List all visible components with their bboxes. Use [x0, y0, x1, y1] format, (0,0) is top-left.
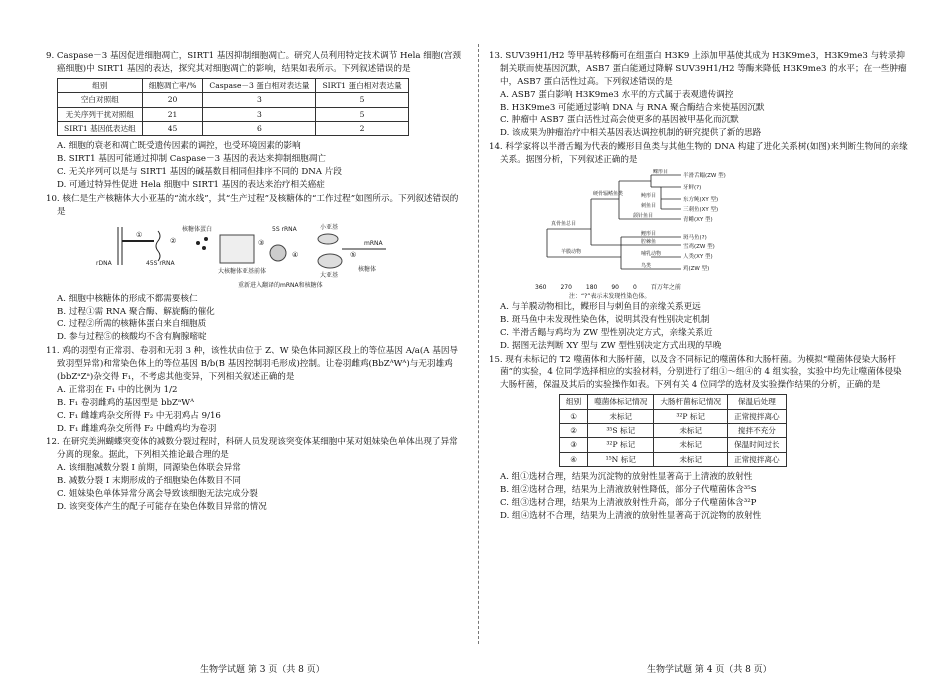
table-header: Caspase－3 蛋白相对表达量 [203, 78, 316, 92]
tree-group: 鸟类 [641, 263, 652, 270]
tree-group: 鲽形目 [653, 169, 669, 176]
tree-taxon: 半滑舌鳎(ZW 型) [683, 173, 726, 180]
option-c: C. 姐妹染色单体异常分离会导致该细胞无法完成分裂 [57, 489, 258, 500]
option-c: C. 过程②所需的核糖体蛋白来自细胞质 [57, 319, 207, 330]
option-b: B. 过程①需 RNA 聚合酶、解旋酶的催化 [57, 306, 215, 317]
tree-group: 刺鱼目 [641, 203, 657, 210]
column-divider [478, 44, 479, 644]
table-cell: ¹⁵N 标记 [588, 452, 654, 466]
axis-tick: 180 [585, 284, 598, 292]
tree-axis [535, 283, 909, 292]
table-header: SIRT1 蛋白相对表达量 [316, 78, 408, 92]
question-stem: 12. 在研究美洲蝴蝶突变体的减数分裂过程时，科研人员发现该突变体某细胞中某对姐妹染色单体出现了异常分离的现象。据此，下列相关推论最合理的是 [46, 437, 458, 461]
label-5s-rrna: 5S rRNA [272, 225, 297, 233]
table-cell: 3 [203, 93, 316, 107]
table-cell: 6 [203, 121, 316, 135]
table-cell: 2 [316, 121, 408, 135]
table-cell: 无关序列干扰对照组 [58, 107, 143, 121]
tree-group: 鲀形目 [641, 193, 657, 200]
q15-table [559, 394, 787, 467]
option-b: B. SIRT1 基因可能通过抑制 Caspase－3 基因的表达来抑制细胞凋亡 [57, 154, 326, 165]
table-cell: 未标记 [654, 452, 728, 466]
option-a: A. 正常羽在 F₁ 中的比例为 1/2 [57, 384, 178, 395]
question-stem: 15. 现有未标记的 T2 噬菌体和大肠杆菌，以及含不同标记的噬菌体和大肠杆菌。为模拟“噬菌体侵染大肠杆菌”的实验，4 位同学选择相应的实验材料，分别进行了组①～组④的 4 组实验，实验中均先让噬菌体侵染大肠杆菌，保温及其后的实验操作如表。下列有关 4 位同学的选材及实验操作结果的分析，正确的是 [489, 354, 902, 391]
label-ribosome: 核糖体 [358, 265, 377, 273]
question-12 [46, 436, 466, 513]
tree-group: 颌针鱼目 [633, 213, 654, 220]
tree-taxon: 斑马鱼(?) [683, 235, 707, 242]
tree-taxon: 鸡(ZW 型) [683, 266, 710, 273]
question-stem: 11. 鸡的羽型有正常羽、卷羽和无羽 3 种，该性状由位于 Z、W 染色体同源区段上的等位基因 A/a(A 基因导致羽型异常)和常染色体上的等位基因 B/b(B 基因控制羽毛形成)控制。让卷羽雌鸡(BbZᴬWᴬ)与无羽雄鸡(bbZᵃZᵃ)杂交得 F₁，不考虑其他变异，下列相关叙述正确的是 [46, 346, 459, 383]
step-label: ④ [292, 250, 299, 259]
axis-tick: 270 [560, 284, 572, 292]
option-d: D. 该成果为肿瘤治疗中相关基因表达调控机制的研究提供了新的思路 [500, 128, 762, 139]
question-stem: 9. Caspase－3 基因促进细胞凋亡，SIRT1 基因抑制细胞凋亡。研究人员利用特定技术调节 Hela 细胞(宫颈癌细胞)中 SIRT1 基因的表达，探究其对细胞凋亡的影响，结果如表所示。下列叙述错误的是 [46, 51, 461, 74]
option-a: A. 细胞的衰老和凋亡既受遗传因素的调控，也受环境因素的影响 [57, 141, 301, 152]
tree-taxon: 雪鸡(ZW 型) [683, 244, 715, 251]
tree-taxon: 人类(XY 型) [683, 254, 713, 261]
table-row [560, 452, 787, 466]
question-9 [46, 50, 466, 192]
option-c: C. 半滑舌鳎与鸡均为 ZW 型性别决定方式，亲缘关系近 [500, 327, 713, 338]
table-cell: 保温时间过长 [728, 438, 787, 452]
option-a: A. 组①选材合理，结果为沉淀物的放射性显著高于上清液的放射性 [500, 472, 753, 483]
tree-group: 硬骨辐鳍鱼类 [593, 191, 624, 198]
option-a: A. ASB7 蛋白影响 H3K9me3 水平的方式属于表观遗传调控 [500, 89, 734, 100]
option-a: A. 与羊膜动物相比，鲽形目与刺鱼目的亲缘关系更远 [500, 302, 701, 313]
table-row [560, 438, 787, 452]
tree-taxon: 三刺鱼(XY 型) [683, 207, 719, 214]
table-cell: 5 [316, 93, 408, 107]
question-stem: 10. 核仁是生产核糖体大小亚基的“流水线”，其“生产过程”及核糖体的“工作过程”如图所示。下列叙述错误的是 [46, 193, 459, 217]
left-column [46, 50, 466, 515]
page-footer-right: 生物学试题 第 4 页（共 8 页） [647, 665, 772, 675]
table-header: 噬菌体标记情况 [588, 395, 654, 409]
table-header: 大肠杆菌标记情况 [654, 395, 728, 409]
tree-taxon: 青鳉(XY 型) [683, 217, 713, 224]
table-cell: SIRT1 基因低表达组 [58, 121, 143, 135]
question-13 [489, 50, 909, 140]
option-b: B. 组②选材合理，结果为上清液放射性降低，部分子代噬菌体含³⁵S [500, 485, 757, 496]
label-protein: 核糖体蛋白 [182, 225, 213, 233]
option-b: B. 斑马鱼中未发现性染色体，说明其没有性别决定机制 [500, 314, 710, 325]
tree-group: 腔棘鱼 [641, 239, 657, 246]
label-rdna: rDNA [96, 259, 112, 267]
axis-tick: 360 [535, 284, 547, 292]
table-cell: ② [560, 424, 588, 438]
table-cell: 20 [142, 93, 203, 107]
label-large-subunit: 大亚基 [320, 271, 339, 279]
table-cell: 未标记 [654, 424, 728, 438]
option-c: C. 无关序列可以是与 SIRT1 基因的碱基数目相同但排序不同的 DNA 片段 [57, 167, 342, 178]
table-cell: 3 [203, 107, 316, 121]
table-row [58, 93, 409, 107]
tree-group: 羊膜动物 [561, 249, 582, 256]
table-cell: ³⁵S 标记 [588, 424, 654, 438]
table-row [560, 424, 787, 438]
axis-unit: 百万年之前 [650, 284, 681, 292]
question-stem: 13. SUV39H1/H2 等甲基转移酶可在组蛋白 H3K9 上添加甲基使其成为 H3K9me3，H3K9me3 与转录抑制关联而使基因沉默，ASB7 蛋白能通过降解 SUV39H1/H2 等酶来降低 H3K9me3 的水平；在一些肿瘤中，ASB7 蛋白活性过高。下列叙述错误的是 [489, 51, 907, 87]
tree-taxon: 牙鲆(?) [683, 185, 702, 192]
table-cell: ³²P 标记 [654, 409, 728, 423]
question-stem: 14. 科学家将以半滑舌鳎为代表的鲽形目鱼类与其他生物的 DNA 构建了进化关系树(如图)来判断生物间的亲缘关系。据图分析，下列叙述正确的是 [489, 142, 908, 166]
table-header: 组别 [58, 78, 143, 92]
page-footer-left: 生物学试题 第 3 页（共 8 页） [200, 665, 325, 675]
option-a: A. 该细胞减数分裂 Ⅰ 前期，同源染色体联会异常 [57, 463, 241, 474]
table-header: 细胞凋亡率/% [142, 78, 203, 92]
table-cell: 21 [142, 107, 203, 121]
table-cell: 45 [142, 121, 203, 135]
label-small-subunit: 小亚基 [320, 223, 339, 231]
label-large-precursor: 大核糖体亚基前体 [218, 267, 267, 275]
table-row [58, 121, 409, 135]
phylogenetic-tree [501, 169, 761, 281]
table-row [58, 107, 409, 121]
option-b: B. 减数分裂 Ⅰ 末期形成的子细胞染色体数目不同 [57, 476, 241, 487]
tree-taxon: 东方鲀(XY 型) [683, 197, 719, 204]
table-cell: 未标记 [654, 438, 728, 452]
table-row [560, 409, 787, 423]
table-cell: ④ [560, 452, 588, 466]
q9-table [57, 78, 409, 137]
option-d: D. 可通过特异性促进 Hela 细胞中 SIRT1 基因的表达来治疗相关癌症 [57, 180, 325, 191]
table-cell: 搅拌不充分 [728, 424, 787, 438]
step-label: ③ [258, 238, 265, 247]
right-column [489, 50, 909, 524]
question-15 [489, 354, 909, 523]
tree-note: 注：“?”表示未发现性染色体。 [569, 293, 651, 301]
table-cell: 5 [316, 107, 408, 121]
axis-tick: 0 [633, 284, 637, 292]
table-cell: ³²P 标记 [588, 438, 654, 452]
table-cell: 空白对照组 [58, 93, 143, 107]
option-d: D. 组④选材不合理，结果为上清液的放射性显著高于沉淀物的放射性 [500, 510, 762, 521]
step-label: ② [170, 236, 177, 245]
axis-tick: 90 [611, 284, 619, 292]
tree-group: 真骨鱼总目 [551, 221, 577, 228]
option-d: D. F₁ 雌雄鸡杂交所得 F₂ 中雌鸡均为卷羽 [57, 423, 217, 434]
table-cell: 正常搅拌离心 [728, 452, 787, 466]
step-label: ① [136, 230, 143, 239]
table-cell: 正常搅拌离心 [728, 409, 787, 423]
option-d: D. 据图无法判断 XY 型与 ZW 型性别决定方式出现的早晚 [500, 340, 722, 351]
option-c: C. 组③选材合理，结果为上清液放射性升高，部分子代噬菌体含³²P [500, 497, 757, 508]
option-c: C. 肿瘤中 ASB7 蛋白活性过高会使更多的基因被甲基化而沉默 [500, 115, 739, 126]
table-cell: ③ [560, 438, 588, 452]
label-45s-rrna: 45S rRNA [146, 259, 175, 267]
option-a: A. 细胞中核糖体的形成不都需要核仁 [57, 293, 198, 304]
option-c: C. F₁ 雌雄鸡杂交所得 F₂ 中无羽鸡占 9/16 [57, 410, 221, 421]
question-10 [46, 193, 466, 344]
question-14 [489, 141, 909, 352]
table-header: 组别 [560, 395, 588, 409]
option-d: D. 参与过程⑤的核酸均不含有胸腺嘧啶 [57, 332, 207, 343]
tree-group: 哺乳动物 [641, 251, 662, 258]
question-11 [46, 345, 466, 435]
table-cell: ① [560, 409, 588, 423]
tree-group: 鲤形目 [641, 231, 657, 238]
step-label: ⑤ [350, 250, 357, 259]
label-recycle: 重新进入翻译的mRNA和核糖体 [238, 281, 323, 289]
option-b: B. H3K9me3 可能通过影响 DNA 与 RNA 聚合酶结合来使基因沉默 [500, 102, 765, 113]
label-mrna: mRNA [364, 239, 383, 247]
table-header: 保温后处理 [728, 395, 787, 409]
ribosome-assembly-diagram [58, 221, 388, 291]
table-cell: 未标记 [588, 409, 654, 423]
option-b: B. F₁ 卷羽雌鸡的基因型是 bbZᵃWᴬ [57, 397, 195, 408]
option-d: D. 该突变体产生的配子可能存在染色体数目异常的情况 [57, 501, 267, 512]
